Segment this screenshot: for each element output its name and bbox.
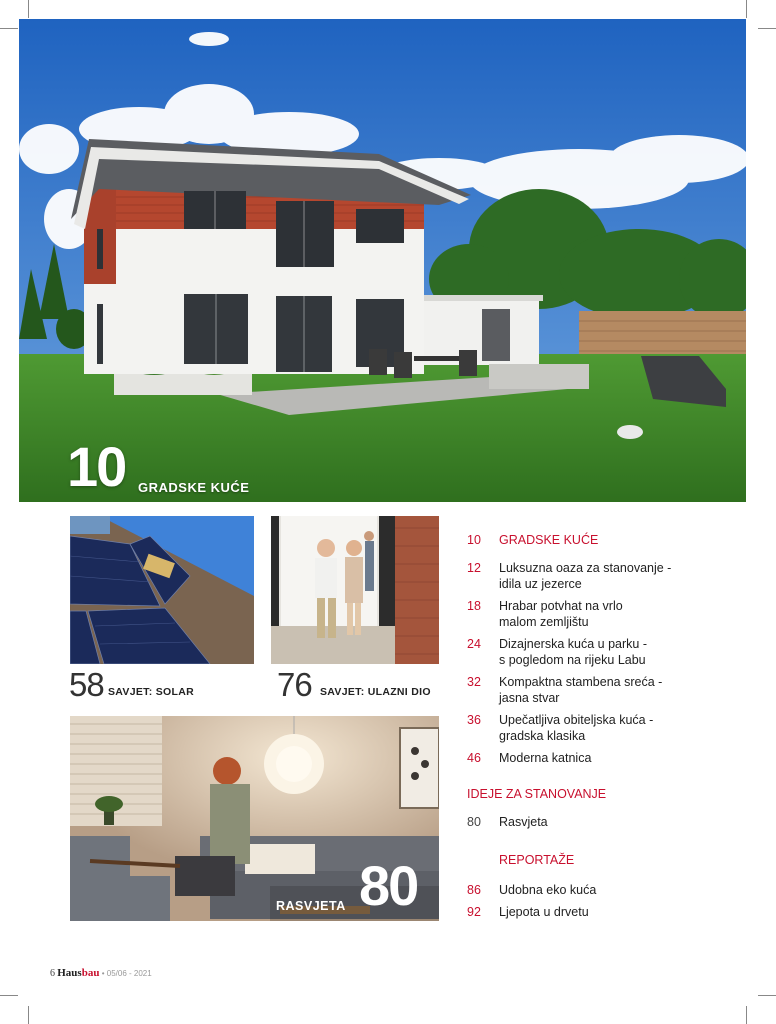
hero-page-number: 10: [67, 435, 126, 498]
toc-entry[interactable]: [467, 636, 707, 668]
toc-entry-title: Moderna katnica: [499, 751, 592, 765]
crop-mark: [28, 1006, 29, 1024]
feature-page-number: 80: [359, 854, 418, 917]
toc-section-title: GRADSKE KUĆE: [499, 533, 599, 547]
toc-entry-page: 46: [467, 751, 481, 765]
crop-mark: [758, 28, 776, 29]
toc-section-title: REPORTAŽE: [499, 853, 575, 867]
entry-image[interactable]: [271, 516, 439, 664]
toc-entry[interactable]: [467, 598, 707, 630]
toc-section-title: IDEJE ZA STANOVANJE: [467, 787, 607, 801]
toc-entry[interactable]: [467, 904, 707, 920]
toc-entry-title: Hrabar potvhat na vrlo: [499, 599, 623, 613]
separator-dot: •: [101, 969, 105, 978]
toc-entry-title: Rasvjeta: [499, 815, 548, 829]
issue-date: 05/06 - 2021: [106, 969, 152, 978]
toc-entry-page: 92: [467, 905, 481, 919]
feature-label: SAVJET: ULAZNI DIO: [320, 686, 431, 698]
toc-entry-page: 12: [467, 561, 481, 575]
toc-entry-page: 32: [467, 675, 481, 689]
toc-entry[interactable]: [467, 750, 707, 766]
house-photo: [19, 19, 746, 502]
toc-entry[interactable]: [467, 882, 707, 898]
toc-entry-title: s pogledom na rijeku Labu: [499, 653, 646, 667]
toc-entry-title: Kompaktna stambena sreća -: [499, 675, 663, 689]
toc-entry-page: 36: [467, 713, 481, 727]
toc-entry-title: malom zemljištu: [499, 615, 589, 629]
toc-section-number: 10: [467, 533, 481, 547]
hero-section-label: GRADSKE KUĆE: [138, 480, 250, 495]
toc-entry[interactable]: [467, 814, 707, 830]
feature-page-number: 76: [277, 666, 312, 703]
crop-mark: [0, 995, 18, 996]
crop-mark: [0, 28, 18, 29]
hero-image[interactable]: [19, 19, 746, 502]
table-of-contents: [467, 532, 707, 920]
crop-mark: [746, 1006, 747, 1024]
toc-entry-title: idila uz jezerce: [499, 577, 582, 591]
brand-logo-part: bau: [81, 967, 100, 979]
toc-entry[interactable]: [467, 560, 707, 592]
toc-entry-page: 86: [467, 883, 481, 897]
solar-photo: [70, 516, 254, 664]
solar-image[interactable]: [70, 516, 254, 664]
page-footer: [50, 967, 152, 979]
toc-entry-title: Upečatljiva obiteljska kuća -: [499, 713, 654, 727]
toc-entry-title: gradska klasika: [499, 729, 586, 743]
toc-entry-title: Udobna eko kuća: [499, 883, 597, 897]
toc-entry-title: Dizajnerska kuća u parku -: [499, 637, 647, 651]
toc-entry-title: Ljepota u drvetu: [499, 905, 589, 919]
crop-mark: [758, 995, 776, 996]
crop-mark: [28, 0, 29, 18]
toc-entry-page: 24: [467, 637, 481, 651]
feature-label: SAVJET: SOLAR: [108, 686, 194, 698]
page-number: 6: [50, 968, 55, 979]
toc-entry-page: 18: [467, 599, 481, 613]
crop-mark: [746, 0, 747, 18]
toc-entry-page: 80: [467, 815, 481, 829]
brand-logo-part: Haus: [57, 967, 82, 979]
toc-entry-title: jasna stvar: [499, 691, 560, 705]
feature-page-number: 58: [69, 666, 104, 703]
toc-entry-title: Luksuzna oaza za stanovanje -: [499, 561, 672, 575]
toc-section-heading[interactable]: [467, 852, 707, 868]
toc-entry[interactable]: [467, 674, 707, 706]
feature-label: RASVJETA: [276, 899, 346, 913]
toc-section-heading[interactable]: [467, 532, 707, 548]
toc-entry[interactable]: [467, 712, 707, 744]
toc-section-heading[interactable]: [467, 786, 707, 802]
entry-photo: [271, 516, 439, 664]
